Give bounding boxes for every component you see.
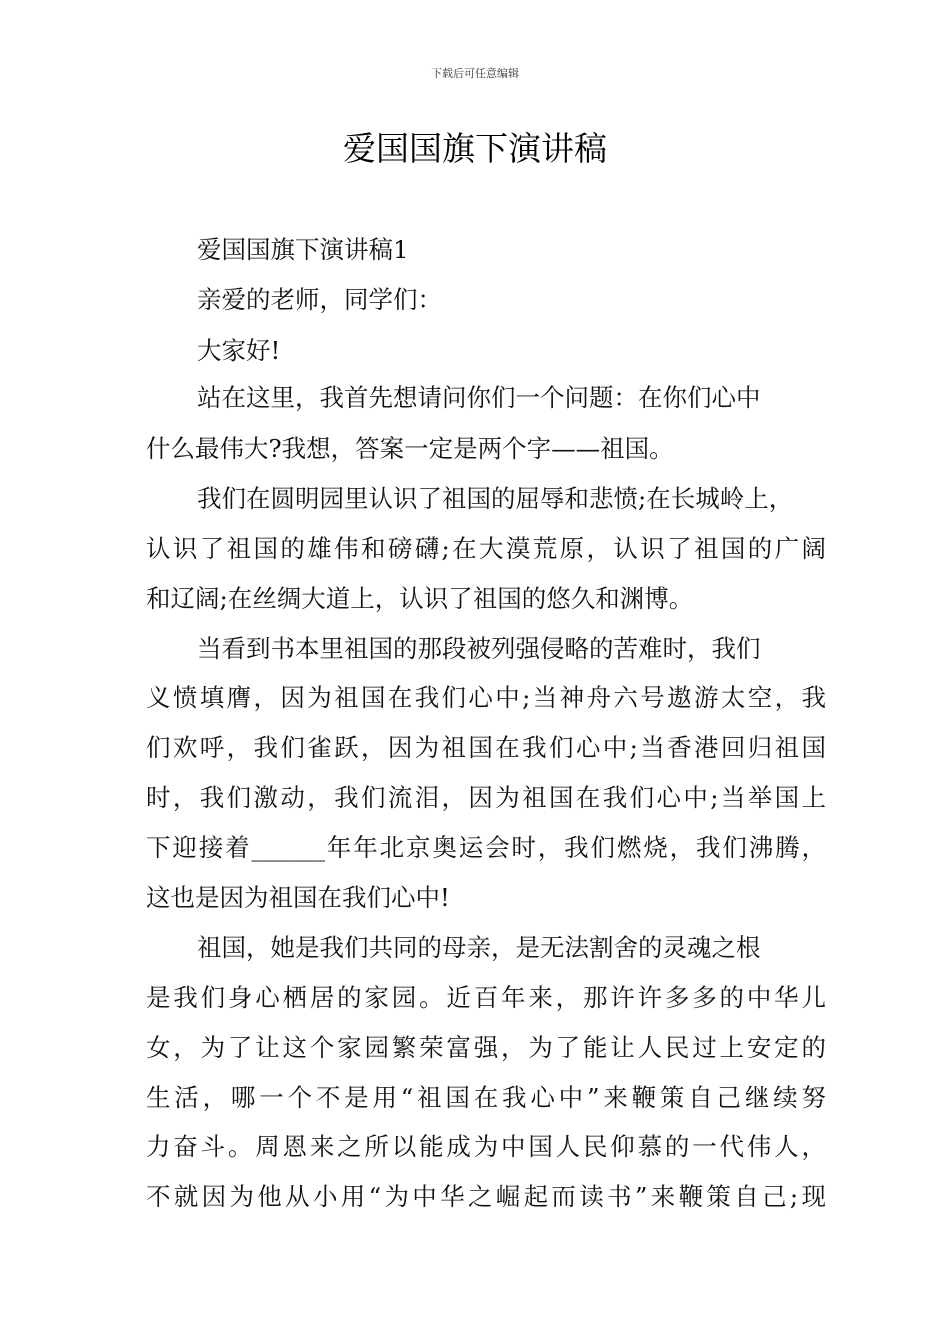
- body-line: 下迎接着______年年北京奥运会时，我们燃烧，我们沸腾，: [146, 833, 826, 862]
- body-line: 认识了祖国的雄伟和磅礴;在大漠荒原，认识了祖国的广阔: [146, 534, 826, 563]
- body-line: 不就因为他从小用“为中华之崛起而读书”来鞭策自己;现: [146, 1182, 826, 1211]
- body-line: 祖国，她是我们共同的母亲，是无法割舍的灵魂之根: [197, 933, 761, 962]
- salutation: 亲爱的老师，同学们：: [197, 285, 442, 314]
- body-line: 这也是因为祖国在我们心中!: [146, 883, 450, 912]
- body-line: 站在这里，我首先想请问你们一个问题：在你们心中: [197, 383, 761, 412]
- body-line: 什么最伟大?我想，答案一定是两个字——祖国。: [146, 434, 674, 463]
- body-line: 生活，哪一个不是用“祖国在我心中”来鞭策自己继续努: [146, 1083, 826, 1112]
- body-line: 女，为了让这个家园繁荣富强，为了能让人民过上安定的: [146, 1033, 826, 1062]
- section-heading: 爱国国旗下演讲稿1: [197, 235, 409, 264]
- body-line: 我们在圆明园里认识了祖国的屈辱和悲愤;在长城岭上，: [197, 484, 794, 513]
- body-line: 当看到书本里祖国的那段被列强侵略的苦难时，我们: [197, 634, 761, 663]
- document-title: 爱国国旗下演讲稿: [343, 129, 607, 168]
- body-line: 力奋斗。周恩来之所以能成为中国人民仰慕的一代伟人，: [146, 1132, 826, 1161]
- body-line: 和辽阔;在丝绸大道上，认识了祖国的悠久和渊博。: [146, 584, 694, 613]
- header-note: 下载后可任意编辑: [431, 67, 519, 80]
- body-line: 是我们身心栖居的家园。近百年来，那许许多多的中华儿: [146, 983, 826, 1012]
- body-line: 义愤填膺，因为祖国在我们心中;当神舟六号遨游太空，我: [146, 683, 826, 712]
- body-line: 们欢呼，我们雀跃，因为祖国在我们心中;当香港回归祖国: [146, 733, 826, 762]
- greeting: 大家好!: [197, 336, 281, 365]
- body-line: 时，我们激动，我们流泪，因为祖国在我们心中;当举国上: [146, 783, 826, 812]
